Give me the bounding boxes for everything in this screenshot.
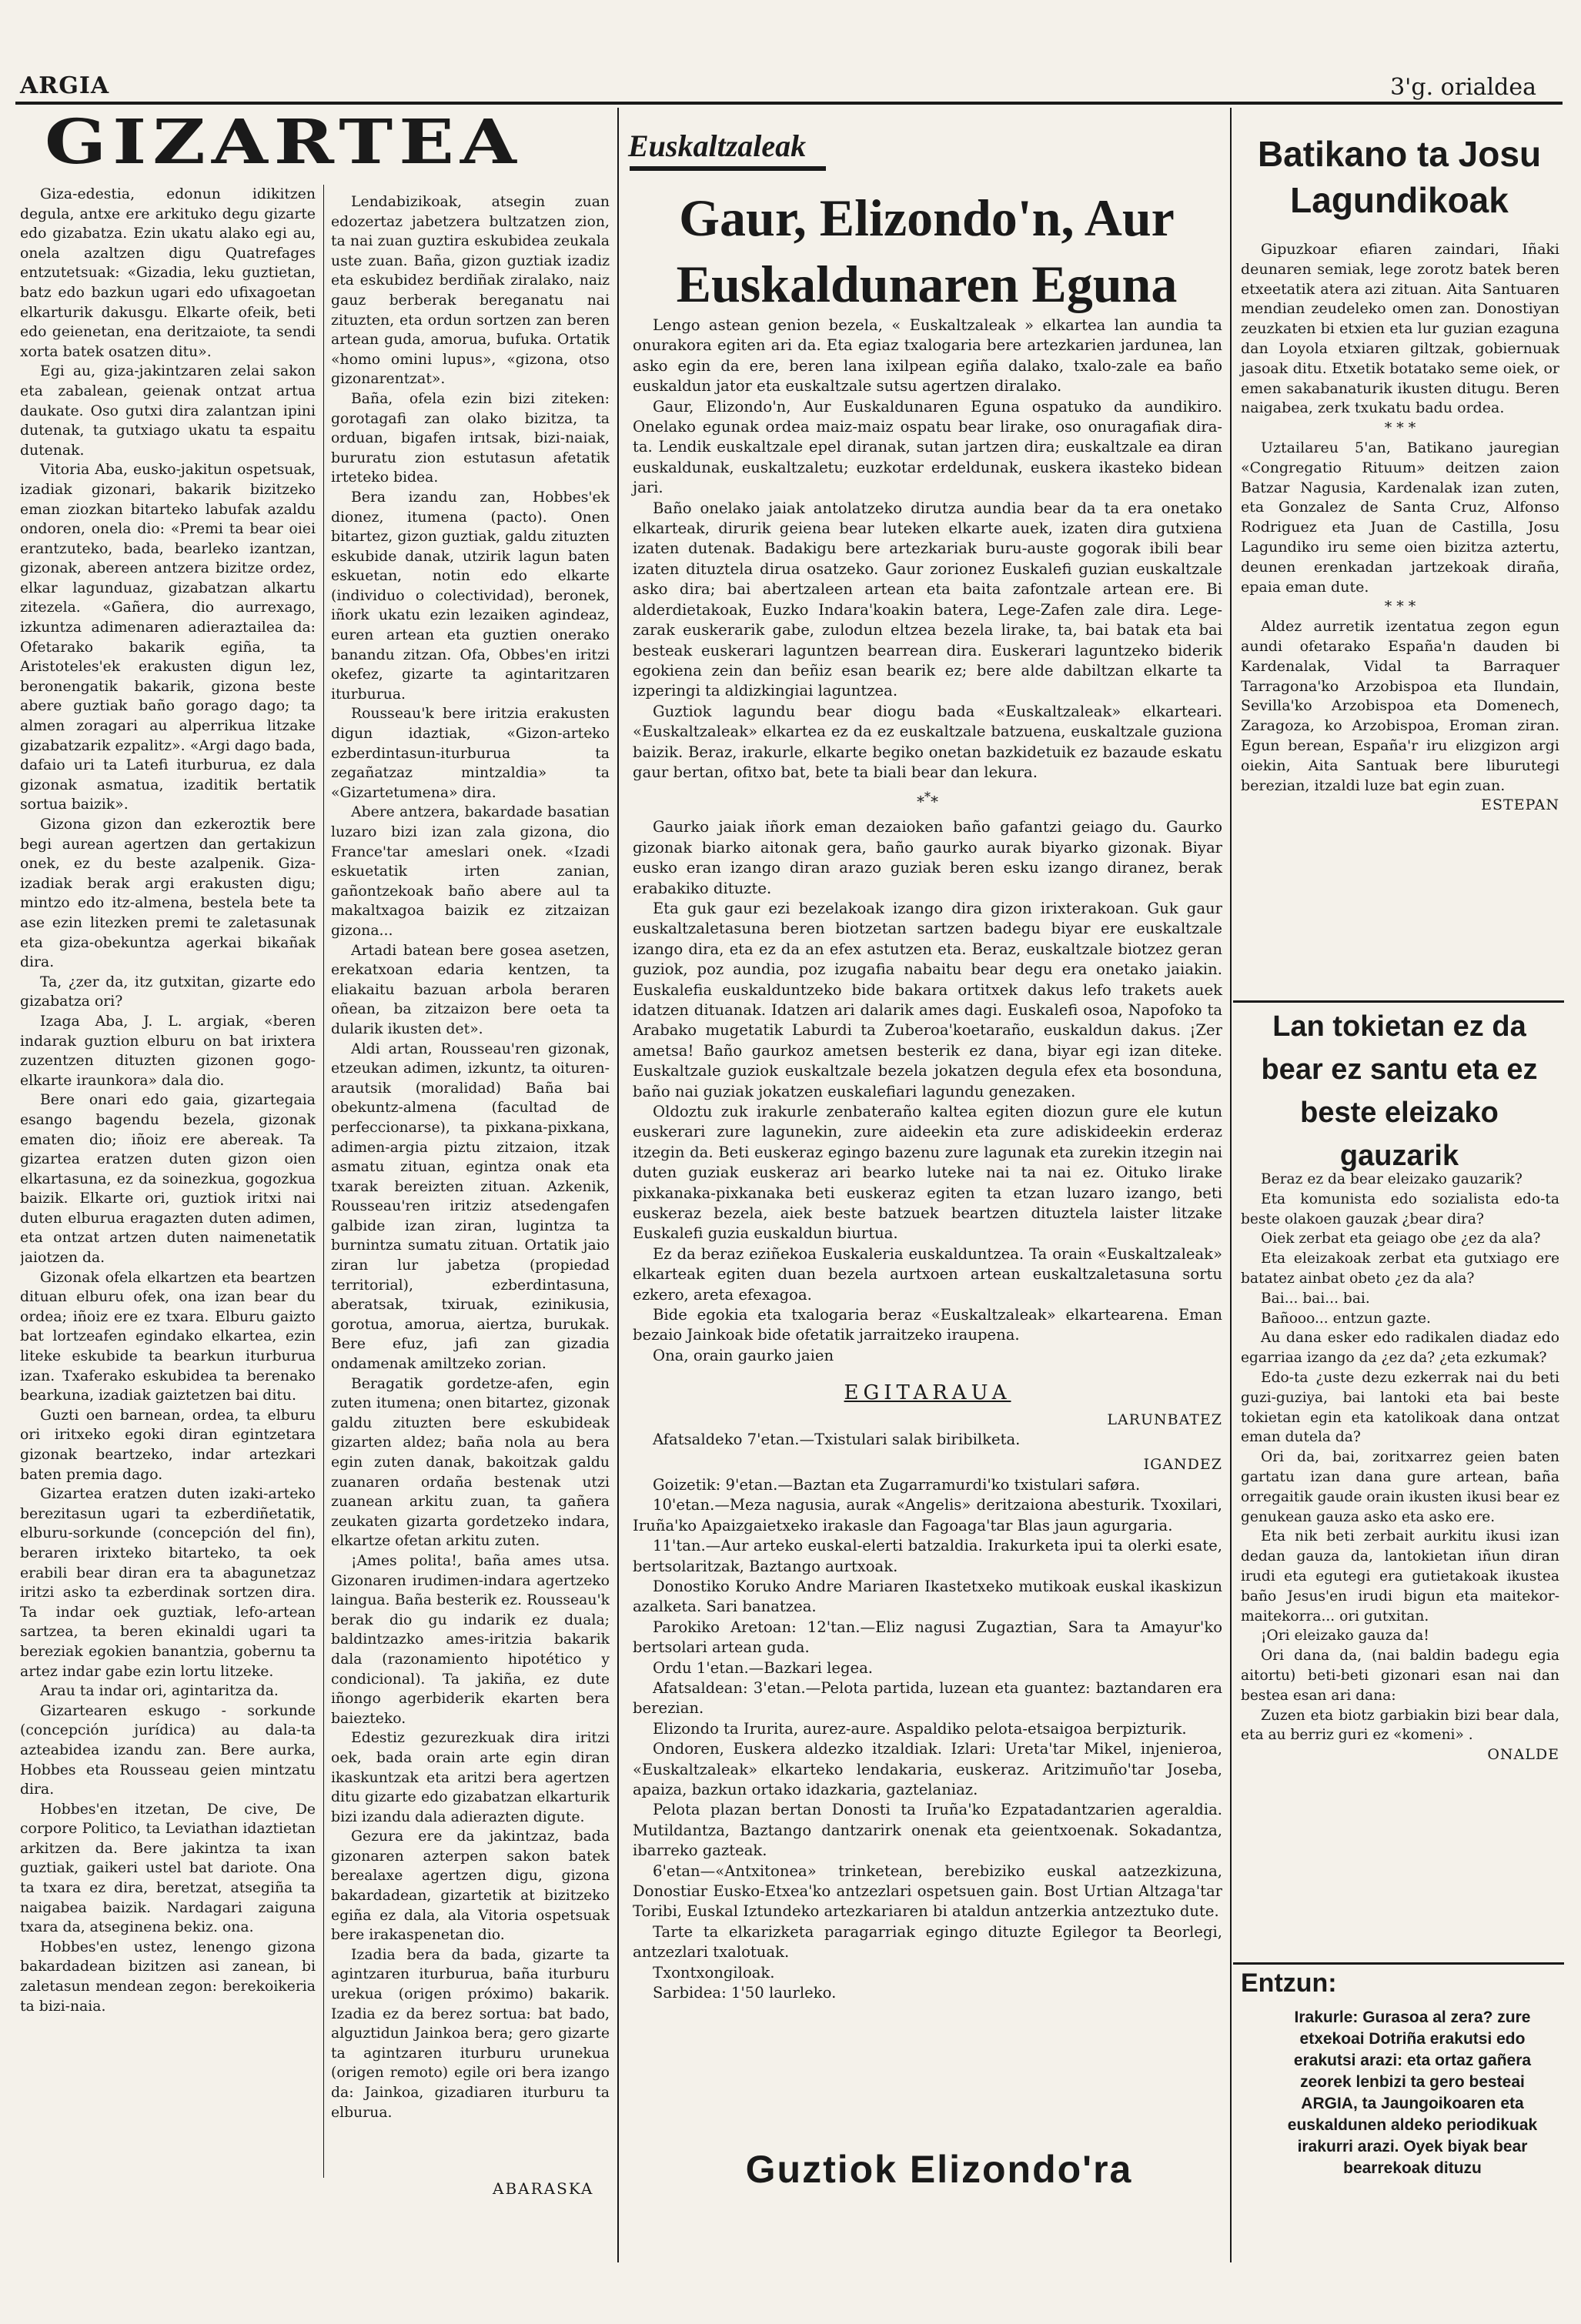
paragraph: Bide egokia eta txalogaria beraz «Euskaltzaleak» elkartearena. Eman bezaio Jainkoak bide ofetatik jarraitzeko iraupena. [633, 1306, 1222, 1344]
paragraph: Ori da, bai, zoritxarrez geien baten gartatu izan dana gure artean, baña orregaitik gaude orain ikusten ikusi bear ez genukean gauza asko eta asko ere. [1241, 1449, 1559, 1525]
program-title: EGITARAUA [844, 1381, 1011, 1405]
paragraph: Abere antzera, bakardade basatian luzaro bizi izan zala gizona, dio France'tar ameslari onek. «Izadi eskuetatik irten zanian, gañontzekoak baño abere aul ta makaltxagoa baizik ez zitzaizan gizona... [331, 804, 610, 939]
paragraph: Ta, ¿zer da, itz gutxitan, gizarte edo gizabatza ori? [20, 973, 316, 1010]
paragraph: Hobbes'en itzetan, De cive, De corpore Politico, ta Leviathan idaztietan arkitzen da. Bere jakintza ta ixan guztiak, gaikeri ustel bat dariote. Ona ta txara ez dira, beretzat, atsegiña ta naigabea baizik. Nardagari zaiguna txara da, atseginena bekiz. ona. [20, 1801, 316, 1936]
program-item: Goizetik: 9'etan.—Baztan eta Zugarramurdi'ko txistulari saføra. [653, 1475, 1141, 1494]
program-item: Tarte ta elkarizketa paragarriak egingo dituzte Egilegor ta Beorlegi, antzezlari txalotuak. [633, 1922, 1222, 1962]
paragraph: Ez da beraz eziñekoa Euskaleria euskalduntzea. Ta orain «Euskaltzaleak» elkarteak egiten duan bezela aurtxoen artean euskaltzaletasuna sortu ezkero, areta efexagoa. [633, 1244, 1222, 1304]
paragraph: Eta komunista edo sozialista edo-ta beste olakoen gauzak ¿bear dira? [1241, 1190, 1559, 1227]
program-item: Donostiko Koruko Andre Mariaren Ikastetxeko mutikoak euskal ikaskizun azalketa. Sari banatzea. [633, 1577, 1222, 1616]
program-item: 10'etan.—Meza nagusia, aurak «Angelis» deritzaiona abesturik. Txoxilari, Iruña'ko Apaizgaietxeko irakasle dan Fagoaga'tar Blas jaun agurgaria. [633, 1496, 1222, 1534]
separator-stars: * * * [1384, 598, 1416, 616]
box-border-top [1233, 1962, 1564, 1965]
column-divider [617, 108, 619, 2262]
paragraph: Egi au, giza-jakintzaren zelai sakon eta zabalean, geienak ontzat artua daukate. Oso gutxi dira zalantzan ipini dutenak, ta gutxiago ukatu ta espaitu dutenak. [20, 363, 316, 459]
program-item: 11'tan.—Aur arteko euskal-elerti batzaldia. Irakurketa ipui ta olerki esate, bertsolaritzak, Baztango aurtxoak. [633, 1537, 1222, 1575]
day-label: IGANDEZ [1143, 1456, 1222, 1474]
paper-name: ARGIA [20, 72, 110, 99]
paragraph: Guztiok lagundu bear diogu bada «Euskaltzaleak» elkarteari. «Euskaltzaleak» elkartea ez da ez euskaltzale batzuena, euskaltzale guziona baizik. Beraz, irakurle, elkarte begiko onetan bazkidetuik ez bazaude eskatu gaur bertan, ofitxo bat, bete ta biali bear dan lekura. [633, 702, 1222, 781]
article-signature: ABARASKA [493, 2179, 594, 2198]
paragraph: Gizona gizon dan ezkeroztik bere begi aurean agertzen dan gertakizun onek, ez du beste azalpenik. Giza-izadiak berak argi erakusten digu; mintzo edo itz-almena, bestela bete ta ase ezin litezken premi te zaletasunak eta giza-obekuntza agerkai bikañak dira. [20, 816, 316, 971]
paragraph: Beraz ez da bear eleizako gauzarik? [1261, 1171, 1523, 1187]
separator-stars: * * * [1384, 419, 1416, 437]
paragraph: ¡Ori eleizako gauza da! [1261, 1628, 1429, 1644]
paragraph: Aldi artan, Rousseau'ren gizonak, etzeukan adimen, izkuntz, ta oituren-arautsik (moralidad) Baña bai obekuntz-almena (facultad de perfeccionarse), ta pixkana-pixkana, adimen-argia piztu zitzaion, itzak asmatu zituan, egintza onak eta txarak bereizten zituan. Azkenik, Rousseau'ren iritziz atsedengafen galbide izan ziran, lugintza ta burnintza sumatu zituan. Ortatik jaio ziran lur jabetza (propiedad territorial), ezberdintasuna, aberatsak, txiruak, ezinikusia, gorotua, amorua, aiertza, burukak. Bere efuz, jafi zan gizadia ondamenak amiltzeko zorian. [331, 1040, 610, 1373]
paragraph: Bere onari edo gaia, gizartegaia esango bagendu bezela, gizonak ematen dio; iñoiz ere abereak. Ta gizartea eratzen duten gizon oien elkartasuna, ez da soinezkua, gogozkua baizik. Elkarte ori, guztiok iritxi nai duten elburua eragazten duten adimen, eta ontzat artzen duten naimenetatik jaiotzen da. [20, 1092, 316, 1267]
paragraph: Baño onelako jaiak antolatzeko dirutza aundia bear da ta era onetako elkarteak, dirurik geiena bear luteken elkarte auek, izaten dira gutxiena izaten dutenak. Badakigu bere artezkariak buru-auste gogorak ibili bear izaten dituztela dirua osatzeko. Gaur zorionez Euskalefi guzian euskaltzale asko dira; bai abertzaleen artean eta baita zafontzale artean ere. Bi alderdietakoak, Euzko Indara'koakin batera, Lege-Zafen zale dira. Lege-zarak euskerarik gabe, zulodun eltzea bezela lirake, ta, bai batak eta bai besteak euskerari laguntzen bearrean dira. Euskerari laguntzeko biderik egokiena zein dan beñiz esan bearik ez; bere alde dabiltzan elkarte ta izperingi ta aldizkingiai laguntzea. [633, 499, 1222, 700]
lan-tokietan-body [1241, 1170, 1559, 1765]
paragraph: Arau ta indar ori, agintaritza da. [40, 1683, 279, 1700]
paragraph: Ona, orain gaurko jaien [653, 1346, 834, 1364]
paragraph: Hobbes'en ustez, lenengo gizona bakardadean bizitzen asi zanean, bi zaletasun mendean zegon: berekoikeria ta bizi-naia. [20, 1938, 316, 2015]
paragraph: Lendabizikoak, atsegin zuan edozertaz jabetzera bultzatzen zion, ta nai zuan guztira eskubidea zeukala uste zuan. Baña, gizon guztiak izadiz eta eskubidez berdiñak ziralako, naiz gauz berberak bereganatu nai zituzten, eta ordun sortzen zan beren artean guda, amorua, bufuka. Ortatik «homo omini lupus», «gizona, otso gizonarentzat». [331, 194, 610, 388]
gizartea-column-1 [20, 185, 316, 2201]
paragraph: Bañooo... entzun gazte. [1261, 1310, 1431, 1327]
day-label: LARUNBATEZ [1107, 1411, 1222, 1428]
paragraph: Gaurko jaiak iñork eman dezaioken baño gafantzi geiago du. Gaurko gizonak biarko aitonak gera, baño gaurko aurak biyarko gizonak. Biyar eusko eran izango diran arazo guziak beren esku izango diranez, berak erabakiko dituzte. [633, 818, 1222, 897]
paragraph: Oldoztu zuk irakurle zenbateraño kaltea egiten diozun gure ele kutun euskerari zure lagunekin, zure aideekin eta zure adiskideekin erderaz itzegin da. Beti euskeraz egingo bazenu zure lagunak eta zurekin itzegin nai duten guziak euskeraz ari bearko luteke nai ta nai ez. Oituko lirake pixkanaka-pixkanaka beti euskeraz egiten ta etzan luzaro izango, beti euskeraz bezela, aiek beste batzuek beartzen dituztela laister litzake Euskalefi guzia euskaldun biurtua. [633, 1102, 1222, 1243]
box-border-top [1233, 1000, 1564, 1003]
paragraph: Oiek zerbat eta geiago obe ¿ez da ala? [1261, 1230, 1541, 1247]
paragraph: Aldez aurretik izentatua zegon egun aundi ofetarako España'n dauden bi Kardenalak, Vidal ta Barraquer Tarragona'ko Arzobispoa eta Ilundain, Sevilla'ko Arzobispoa eta Domenech, Zaragoza, ko Arzobispoa, Eroman ziran. Egun berean, España'r iru elizgizon argi oiekin, Aita Santuak bere liburutegi berezian, itzaldi luze bat egin zuan. [1241, 618, 1559, 794]
batikano-body [1241, 240, 1559, 816]
paragraph: Zuzen eta biotz garbiakin bizi bear dala, eta au berriz guri ez «komeni» . [1241, 1707, 1559, 1744]
paragraph: Eta guk gaur ezi bezelakoak izango dira gizon irixterakoan. Guk gaur euskaltzaletasuna beren biotzetan sartzen badegu biyar ere euskaltzale izango dira, eta ez da an efex astutzen eta. Beraz, euskaltzale biotzez geran guziok, poz aundia, poz izugafia nabaitu bear degu era onetako jaiakin. Euskalefia euskalduntzeko bide bakara ortitxek dakus lefo trakets auek idatzen dituanak. Idatzen ari dalarik ames dagi. Euskalefi osoa, Napofoko ta Arabako mugetatik Laburdi ta Zuberoa'koetaraño, euskaldun dakus. ¡Zer ametsa! Baño gaurkoz ametsen besterik ez dana, biyar egi izan diteke. Euskaltzale guziok euskaltzale bezela jokatzen degula efex eta bosonduna, baño nai guziak jokatzen euskalefiari lagundu genezaken. [633, 899, 1222, 1100]
paragraph: Baña, ofela ezin bizi ziteken: gorotagafi zan olako bizitza, ta orduan, bigafen irıtsak, bizi-naiak, bururatu zion estutasun afetatik irteteko bidea. [331, 390, 610, 486]
header-rule [15, 102, 1563, 105]
separator-stars: *** [917, 790, 938, 811]
paragraph: Bai... bai... bai. [1261, 1290, 1370, 1307]
program-item: Parokiko Aretoan: 12'tan.—Eliz nagusi Zugaztian, Sara ta Amayur'ko bertsolari artean guda. [633, 1618, 1222, 1657]
paragraph: Artadi batean bere gosea asetzen, erekatxoan edaria kentzen, ta eliakaitu bazuan arbola beraren oñean, ba zitzaizon bere oeta ta dularik ikusten det». [331, 942, 610, 1037]
paragraph: Gipuzkoar efiaren zaindari, Iñaki deunaren semiak, lege zorotz batek beren etxeetatik atera azi zituan. Aita Santuaren mendian zeudeleko omen zan. Donostiyan zeuzkaten bi etxien eta lur guzian ezaguna dan Loyola etxiaren giltzak, gobiernuak jasoak ditu. Etxetik botatako seme oiek, or emen sakabanaturik ikusten ditugu. Beren naigabea, zerk txukatu badu ordea. [1241, 241, 1559, 417]
program-item: Afatsaldean: 3'etan.—Pelota partida, luzean eta guantez: baztandaren era berezian. [633, 1678, 1222, 1718]
program-item: Elizondo ta Irurita, aurez-aure. Aspaldiko pelota-etsaigoa berpizturik. [653, 1719, 1187, 1738]
footer-slogan: Guztiok Elizondo'ra [745, 2148, 1133, 2191]
section-kicker: Euskaltzaleak [628, 129, 807, 163]
paragraph: Edestiz gezurezkuak dira iritzi oek, bada orain arte egin diran ikaskuntzak eta aritzi bera agertzen ditu gizarte edo gizabatzan elkarturik bizi izandu dala adierazten digute. [331, 1730, 610, 1825]
program-item: 6'etan—«Antxitonea» trinketean, berebiziko euskal aatzezkizuna, Donostiar Eusko-Etxea'ko antzezlari ospetsuen gain. Bost Urtian Altzaga'tar Toribi, Euskal Iztundeko artezkariaren bi ataldun antzerkia antzeztuko dute. [633, 1862, 1222, 1921]
paragraph: Guzti oen barnean, ordea, ta elburu ori iritxeko egoki diran egintzetara gizonak beartzeko, indar artezkari baten premia dago. [20, 1407, 316, 1483]
column-divider [323, 185, 324, 2178]
page-number: 3'g. orialdea [1390, 74, 1536, 101]
paragraph: Edo-ta ¿uste dezu ezkerrak nai du beti guzi-guziya, bai lantoki eta bai beste tokietan egin eta katolikoak dana ontzat eman dutela da? [1241, 1369, 1559, 1446]
kicker-rule [630, 166, 826, 171]
paragraph: Vitoria Aba, eusko-jakitun ospetsuak, izadiak gizonari, bakarik bizitzeko eman ziozkan bitarteko labufak azaldu ondoren, onela dio: «Premi ta bear oiei erantzuteko, bada, bearleko izantzan, gizonak, abereen antzera bizitze ordez, elkar lagunduaz, gizabatzan alkartu zitezela. «Gañera, dio aurrexago, izkuntza adimenaren adieraztailea da: Ofetarako bakarik egiña, ta Aristoteles'ek erakusten digun lez, beronengatik bakarik, gizona beste abere guztiak baño gorago dago; ta almen zoragari au alperrikua litzake gizabatzarik ezpalitz». «Argi dago bada, dafaio uri ta Latefi iturburua, ez dala gizonak asmatua, izaditik bertatik sortua baizik». [20, 462, 316, 813]
section-title: GIZARTEA [45, 106, 523, 179]
article-signature: ONALDE [1487, 1746, 1559, 1764]
paragraph: Rousseau'k bere iritzia erakusten digun idaztiak, «Gizon-arteko ezberdintasun-iturburua ta zegañatzaz mintzaldia» ta «Gizartetumena» dira. [331, 706, 610, 801]
paragraph: Bera izandu zan, Hobbes'ek dionez, itumena (pacto). Onen bitartez, gizon guztiak, galdu zituzten eskubide danak, utzirik lagun baten eskuetan, notin edo elkarte (individuo o colectividad), beronek, iñork ukatu ezin lezaiken agindeaz, euren artean eta guztien onerako banandu zitzan. Ofa, Obbes'en iritzi okefez, gizarte ta agintaritzaren iturburua. [331, 489, 610, 703]
article-headline: Lan tokietan ez da bear ez santu eta ez beste eleizako gauzarik [1261, 1010, 1538, 1172]
paragraph: Gizartearen eskugo - sorkunde (concepción jurídica) au dala-ta azteabidea izandu zan. Bere aurka, Hobbes eta Rousseau geien mintzatu dira. [20, 1702, 316, 1798]
article-headline: Batikano ta Josu Lagundikoak [1257, 134, 1542, 220]
euskaltzaleak-body [633, 316, 1222, 2003]
program-item: Txontxongiloak. [653, 1963, 775, 1982]
paragraph: Izaga Aba, J. L. argiak, «beren indarak guztion elburu on bat irixtera zuzentzen dituzten gizonen gogo-elkarte iraunkora» dala dio. [20, 1013, 316, 1089]
gizartea-column-2 [331, 192, 610, 2162]
paragraph: Ori dana da, (nai baldin badegu egia aitortu) beti-beti gizonari esan nai dan bestea esan ari dana: [1241, 1648, 1559, 1704]
paragraph: Izadia bera da bada, gizarte ta agintzaren iturburua, baña iturburu urekua (origen próximo) bakarik. Izadia ez da berez sortua: bat bado, alguztidun Jainkoa bera; gero gizarte ta agintzaren iturburu urunekua (origen remoto) egile ori bera izango da: Jainkoa, gizadiaren iturburu ta elburua. [331, 1946, 610, 2121]
paragraph: Eta nik beti zerbait aurkitu ikusi izan dedan gauza da, lantokietan iñun diran irudi eta egutegi era gutietakoak ikustea baño Jesus'en irudi bigun eta maitekor-maitekorra... ori gutxitan. [1241, 1528, 1559, 1624]
entzun-body: Irakurle: Gurasoa al zera? zure etxekoai Dotriña erakutsi edo erakutsi arazi: eta ortaz gañera zeorek lenbizi ta gero besteai ARGIA, ta Jaungoikoaren eta euskaldunen aldeko periodikuak irakurri arazi. Oyek biyak bear bearrekoak dituzu [1287, 2008, 1538, 2177]
paragraph: Gizonak ofela elkartzen eta beartzen dituan elburu ofek, ona izan bear du ordea; iñoiz ere ez txara. Elburu gaizto bat lortzeafen egindako elkartea, ezin liteke eskubide ta bearkun iturburua izan. Txaferako eskubidea ta berenako bearkuna, izadiak gaiztetzen bai ditu. [20, 1269, 316, 1404]
program-item: Pelota plazan bertan Donosti ta Iruña'ko Ezpatadantzarien ageraldia. Mutildantza, Baztango dantzarirk onenak eta geientxoenak. Sokadantza, ibarreko gazteak. [633, 1801, 1222, 1860]
article-signature: ESTEPAN [1481, 796, 1559, 814]
paragraph: Giza-edestia, edonun idikitzen degula, antxe ere arkituko degu gizarte edo gizabatza. Ezin ukatu alako egi au, onela azaltzen digu Quatrefages entzutetsuak: «Gizadia, leku guztietan, batz edo bazkun ugari edo ufixagoetan elkarturik dakusgu. Elkarte ofeik, beti edo geienetan, ena deritzaiote, ta sendi xorta batek osatzen ditu». [20, 186, 316, 360]
paragraph: Gezura ere da jakintzaz, bada gizonaren azterpen sakon batek berealaxe agertzen digu, gizona bakardadean, gizartetik at bizitzeko egiña ez dala, ala Vitoria ospetsuak bere irakaspenetan dio. [331, 1828, 610, 1944]
paragraph: Lengo astean genion bezela, « Euskaltzaleak » elkartea lan aundia ta onurakora egiten ari da. Eta egiaz txalogaria bere artezkarien jardunea, lan asko egin da ere, beren lana ixilpean egiña dalako, txalo-zale ea baño euskaldun jator eta euskaltzale sutsu agertzen diralako. [633, 316, 1222, 396]
paragraph: Au dana esker edo radikalen diadaz edo egarriaa izango da ¿ez da? ¿eta ezkumak? [1241, 1330, 1559, 1367]
program-item: Ordu 1'etan.—Bazkari legea. [653, 1658, 873, 1677]
paragraph: ¡Ames polita!, baña ames utsa. Gizonaren irudimen-indara agertzeko laingua. Baña besterik ez. Rousseau'k berak dio gu indarik ez duala; baldintzazko ames-iritzia bakarik dala (razonamiento hipotético y condicional). Ta jakiña, ez dute iñongo agerbiderik ekarten bera baiezteko. [331, 1552, 610, 1727]
column-divider [1230, 108, 1232, 2262]
paragraph: Beragatik gordetze-afen, egin zuten itumena; onen bitartez, gizonak galdu zituzten bere eskubideak gizarten aldez; baña nola au bera egin zuten danak, bakoitzak galdu zuanaren ordaña bestenak utzi zuanean arkitu zuan, ta gañera zeukaten gizarta gordetzeko indara, elkartze ofetan arkitu zuten. [331, 1375, 610, 1550]
program-item: Sarbidea: 1'50 laurleko. [653, 1984, 837, 2002]
article-headline: Gaur, Elizondo'n, Aur Euskaldunaren Eguna [676, 189, 1178, 313]
paragraph: Eta eleizakoak zerbat eta gutxiago ere batatez ainbat obeto ¿ez da ala? [1241, 1250, 1559, 1287]
paragraph: Gizartea eratzen duten izaki-arteko berezitasun ugari ta ezberdiñetatik, elburu-sorkunde (concepción del fin), beraren irixteko bitarteko, ta oek erabili bear diran era ta abagunetzaz iritzi asko ta ezberdinak sortzen dira. Ta indar oek guztiak, lefo-artean sartzea, ta beren ekinaldi ugari ta bereziak egokien banantzia, gobernu ta artez indar gabe ezin lortu litzeke. [20, 1486, 316, 1680]
paragraph: Gaur, Elizondo'n, Aur Euskaldunaren Eguna ospatuko da aundikiro. Onelako egunak ordea maiz-maiz ospatu bear lirake, oso onuragafiak dira-ta. Lendik euskaltzale epel diranak, sutan jartzen dira; euskaltzale ea diran euskaldunak, euskaltzaletu; euzkotar erdeldunak, euskera ikasteko bidean jari. [633, 397, 1222, 497]
article-headline: Entzun: [1241, 1968, 1337, 1998]
program-item: Ondoren, Euskera aldezko itzaldiak. Izlari: Ureta'tar Mikel, injenieroa, «Euskaltzaleak» elkarteko lendakaria, euskeraz. Aritzimuño'tar Joseba, apaiza, bazkun ortako idazkaria, gaztelaniaz. [633, 1740, 1222, 1798]
paragraph: Uztailareu 5'an, Batikano jauregian «Congregatio Rituum» deitzen zaion Batzar Nagusia, Kardenalak izan zuten, eta Gonzalez de Santa Cruz, Alfonso Rodriguez eta Juan de Castilla, Josu Lagundiko iru seme oien bizitza aztertu, deunen erenkadan jartzekoak diraña, epaia eman dute. [1241, 439, 1559, 596]
program-item: Afatsaldeko 7'etan.—Txistulari salak biribilketa. [653, 1431, 1021, 1449]
